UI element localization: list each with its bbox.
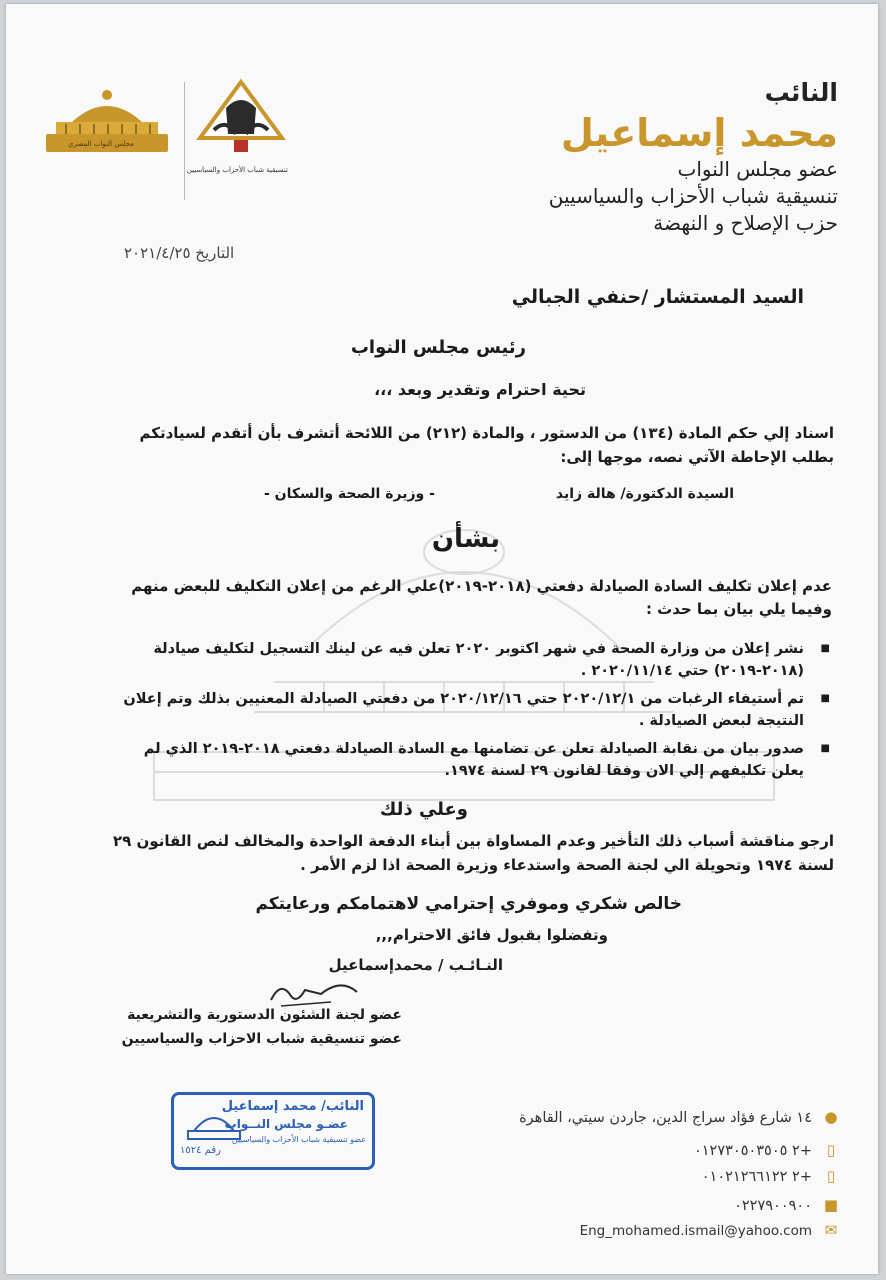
header-line-1: عضو مجلس النواب	[677, 157, 838, 181]
youth-coordination-logo	[186, 78, 288, 178]
footer-phone-2: ▯+٢ ٠١٠٢١٢٦٦١٢٢	[500, 1164, 840, 1188]
request-paragraph: ارجو مناقشة أسباب ذلك التأخير وعدم المساواة بين أبناء الدفعة الواحدة والمخالف لنص القانون ٢٩ لسنة ١٩٧٤ وتحويلة الي لجنة الصحة واستدعاء وزيرة الصحة اذا لزم الأمر .	[112, 832, 834, 874]
signature-line-2: عضو تنسيقية شباب الاحزاب والسياسيين	[121, 1031, 402, 1047]
signature-title: النـائـب / محمدإسماعيل	[328, 956, 503, 974]
signature-line-1: عضو لجنة الشئون الدستورية والتشريعية	[127, 1007, 402, 1023]
letterhead	[418, 76, 838, 237]
list-item: ■ نشر إعلان من وزارة الصحة في شهر اكتوبر ٢٠٢٠ تعلن فيه عن لينك التسجيل لتكليف صيادلة (٢٠١٨-٢٠١٩) حتي ٢٠٢٠/١١/١٤ .	[114, 638, 832, 682]
mobile-icon: ▯	[826, 1167, 836, 1185]
footer-email: ✉Eng_mohamed.ismail@yahoo.com	[500, 1218, 840, 1242]
footer-phone-1: ▯+٢ ٠١٢٧٣٠٥٠٣٥٠٥	[500, 1138, 840, 1162]
conclusion-heading: وعلي ذلك	[379, 799, 468, 820]
youth-coordination-caption: تنسيقية شباب الأحزاب والسياسيين	[186, 166, 288, 174]
location-pin-icon: ●	[824, 1108, 838, 1126]
recipient-person: السيدة الدكتورة/ هالة زايد	[555, 486, 734, 502]
parliament-logo	[42, 88, 172, 160]
footer-fax: ■٠٢٢٧٩٠٠٩٠٠	[500, 1193, 840, 1217]
subject-label: بشأن	[431, 524, 500, 554]
intro-paragraph: اسناد إلي حكم المادة (١٣٤) من الدستور ، والمادة (٢١٢) من اللائحة أتشرف بأن أتقدم لسيادتكم بطلب الإحاطة الآتي نصه، موجها إلى:	[139, 424, 834, 466]
stamp-line-4: رقم ١٥٢٤	[180, 1145, 221, 1156]
header-divider	[184, 82, 185, 200]
header-line-2: تنسيقية شباب الأحزاب والسياسيين	[548, 184, 838, 208]
parliament-logo-caption: مجلس النواب المصري	[68, 140, 134, 148]
greeting: تحية احترام وتقدير وبعد ،،،	[374, 380, 586, 399]
list-item: ■ صدور بيان من نقابة الصيادلة تعلن عن تضامنها مع السادة الصيادلة دفعتي ٢٠١٨-٢٠١٩ الذي لم يعلن تكليفهم إلي الان وفقا لقانون ٢٩ لسنة ١٩٧٤.	[114, 738, 832, 782]
addressee-title: رئيس مجلس النواب	[350, 337, 526, 358]
addressee: السيد المستشار /حنفي الجبالي	[511, 286, 804, 308]
thanks-line: خالص شكري وموفري إحترامي لاهتمامكم ورعايتكم	[255, 894, 682, 914]
fax-icon: ■	[823, 1196, 839, 1214]
stamp-line-3: عضو تنسيقية شباب الأحزاب والسياسيين	[231, 1135, 366, 1144]
phone-icon: ▯	[826, 1141, 836, 1159]
official-stamp	[171, 1092, 375, 1170]
email-icon: ✉	[824, 1221, 838, 1239]
header-line-3: حزب الإصلاح و النهضة	[653, 211, 838, 235]
header-title: النائب	[764, 78, 838, 107]
subject-paragraph: عدم إعلان تكليف السادة الصيادلة دفعتي (٢٠١٨-٢٠١٩)علي الرغم من إعلان التكليف للبعض منهم وفيما يلي بيان بما حدث :	[131, 577, 832, 618]
letter-date: التاريخ ٢٠٢١/٤/٢٥	[124, 244, 235, 262]
letter-page	[6, 4, 878, 1274]
recipient-office: - وزيرة الصحة والسكان -	[264, 486, 435, 502]
closing-line: وتفضلوا بقبول فائق الاحترام,,,	[375, 926, 608, 944]
footer-address: ●١٤ شارع فؤاد سراج الدين، جاردن سيتي، القاهرة	[500, 1105, 840, 1129]
facts-list	[114, 638, 832, 788]
header-name: محمد إسماعيل	[560, 111, 838, 155]
handwritten-signature	[261, 972, 381, 1012]
list-item: ■ تم أستيفاء الرغبات من ٢٠٢٠/١٢/١ حتي ٢٠٢٠/١٢/١٦ من دفعتي الصيادلة المعنيين بذلك وتم إعلان النتيجة لبعض الصيادلة .	[114, 688, 832, 732]
stamp-line-1: النائب/ محمد إسماعيل	[221, 1099, 364, 1114]
stamp-line-2: عضـو مجلس النــواب	[224, 1117, 348, 1131]
